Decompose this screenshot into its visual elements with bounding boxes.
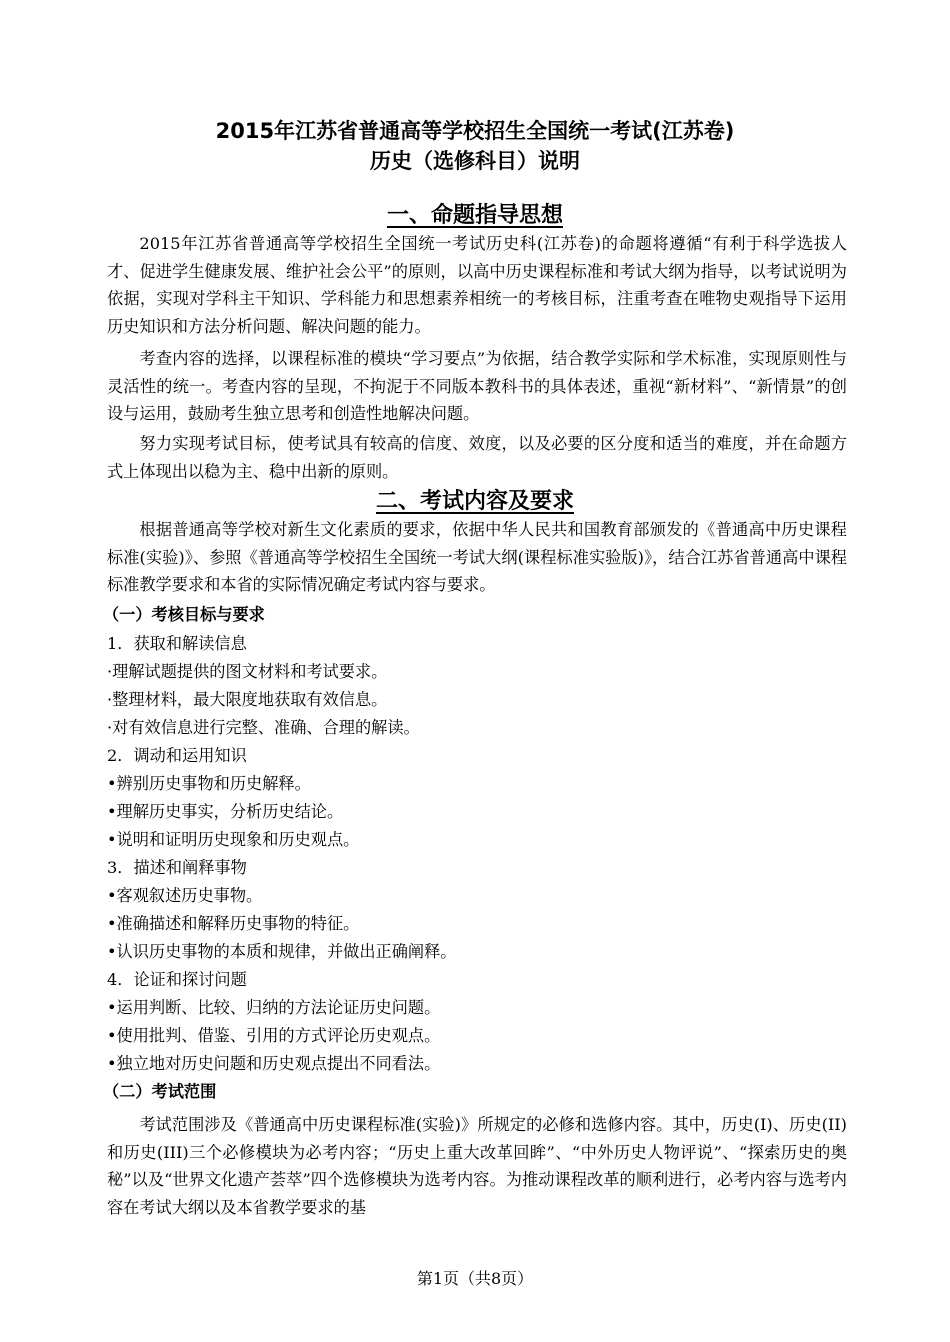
paragraph-guiding-3: 努力实现考试目标，使考试具有较高的信度、效度，以及必要的区分度和适当的难度，并在命题方式上体现出以稳为主、稳中出新的原则。 (107, 434, 847, 481)
list-item: •独立地对历史问题和历史观点提出不同看法。 (107, 1054, 441, 1073)
section-heading-guiding-ideas: 一、命题指导思想 (386, 202, 563, 228)
paragraph-guiding-1: 2015年江苏省普通高等学校招生全国统一考试历史科(江苏卷)的命题将遵循“有利于科学选拔人才、促进学生健康发展、维护社会公平”的原则，以高中历史课程标准和考试大纲为指导，以考试说明为依据，实现对学科主干知识、学科能力和思想素养相统一的考核目标，注重考查在唯物史观指导下运用历史知识和方法分析问题、解决问题的能力。 (107, 234, 847, 336)
list-item: •使用批判、借鉴、引用的方式评论历史观点。 (107, 1026, 441, 1045)
list-item: 3．描述和阐释事物 (107, 858, 247, 877)
paragraph-guiding-2: 考查内容的选择，以课程标准的模块“学习要点”为依据，结合教学实际和学术标准，实现原则性与灵活性的统一。考查内容的呈现，不拘泥于不同版本教科书的具体表述，重视“新材料”、“新情景”的创设与运用，鼓励考生独立思考和创造性地解决问题。 (107, 349, 847, 424)
paragraph-content-intro: 根据普通高等学校对新生文化素质的要求，依据中华人民共和国教育部颁发的《普通高中历史课程标准(实验)》、参照《普通高等学校招生全国统一考试大纲(课程标准实验版)》，结合江苏省普通高中课程标准教学要求和本省的实际情况确定考试内容与要求。 (107, 520, 847, 595)
list-item: 1．获取和解读信息 (107, 634, 247, 653)
subheading-assessment-goals: （一）考核目标与要求 (103, 605, 265, 624)
section-heading-content: 二、考试内容及要求 (375, 488, 574, 514)
document-title: 2015年江苏省普通高等学校招生全国统一考试(江苏卷) (215, 119, 735, 143)
paragraph-exam-scope: 考试范围涉及《普通高中历史课程标准(实验)》所规定的必修和选修内容。其中，历史(I)、历史(II)和历史(III)三个必修模块为必考内容；“历史上重大改革回眸”、“中外历史人物评说”、“探索历史的奥秘”以及“世界文化遗产荟萃”四个选修模块为选考内容。为推动课程改革的顺利进行，必考内容与选考内容在考试大纲以及本省教学要求的基 (107, 1115, 847, 1217)
list-item: ·整理材料，最大限度地获取有效信息。 (107, 690, 388, 709)
list-item: 2．调动和运用知识 (107, 746, 247, 765)
list-item: ·理解试题提供的图文材料和考试要求。 (107, 662, 388, 681)
list-item: •说明和证明历史现象和历史观点。 (107, 830, 360, 849)
list-item: •辨别历史事物和历史解释。 (107, 774, 311, 793)
list-item: •认识历史事物的本质和规律，并做出正确阐释。 (107, 942, 457, 961)
list-item: ·对有效信息进行完整、准确、合理的解读。 (107, 718, 420, 737)
list-item: •运用判断、比较、归纳的方法论证历史问题。 (107, 998, 441, 1017)
list-item: •客观叙述历史事物。 (107, 886, 263, 905)
subheading-exam-scope: （二）考试范围 (103, 1082, 217, 1101)
page-number-footer: 第1页（共8页） (416, 1269, 534, 1288)
list-item: •准确描述和解释历史事物的特征。 (107, 914, 360, 933)
document-subtitle: 历史（选修科目）说明 (370, 149, 580, 173)
list-item: 4．论证和探讨问题 (107, 970, 247, 989)
list-item: •理解历史事实，分析历史结论。 (107, 802, 344, 821)
